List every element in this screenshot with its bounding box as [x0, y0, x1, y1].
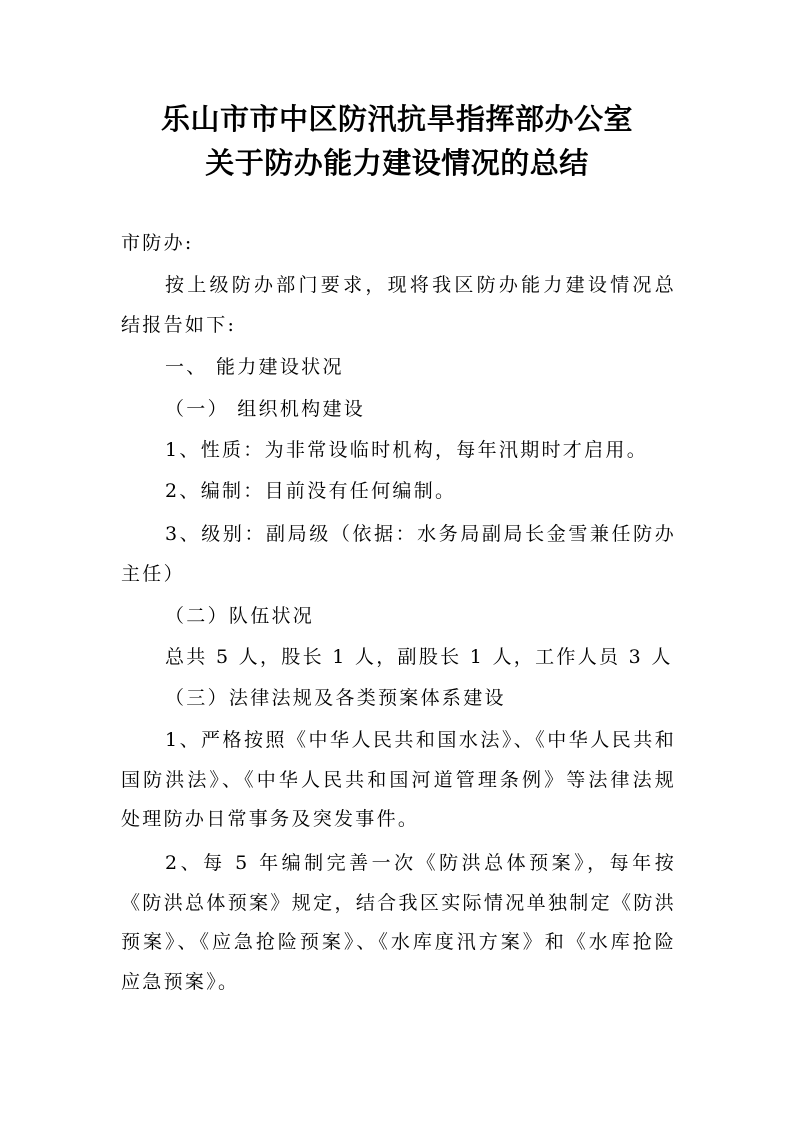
team-staffing-text: 总共 5 人，股长 1 人，副股长 1 人，工作人员 3 人 [165, 646, 673, 668]
document-title-line-1: 乐山市市中区防汛抗旱指挥部办公室 [160, 102, 633, 136]
laws-item-2-paragraph: 2、每 5 年编制完善一次《防洪总体预案》，每年按《防洪总体预案》规定，结合我区实际情况单独制定《防洪预案》、《应急抢险预案》、《水库度汛方案》和《水库抢险应急预案》。 [121, 852, 676, 993]
subsection-heading-laws-plans: （三）法律法规及各类预案体系建设 [165, 687, 506, 709]
org-item-staffing-quota: 2、编制：目前没有任何编制。 [165, 480, 457, 502]
org-item-rank: 3、级别：副局级（依据：水务局副局长金雪兼任防办主任） [121, 523, 676, 585]
subsection-heading-team: （二）队伍状况 [165, 605, 315, 627]
section-heading-capacity-status: 一、 能力建设状况 [165, 356, 344, 378]
laws-item-1-paragraph: 1、严格按照《中华人民共和国水法》、《中华人民共和国防洪法》、《中华人民共和国河道管理条例》等法律法规处理防办日常事务及突发事件。 [121, 729, 676, 830]
intro-paragraph: 按上级防办部门要求，现将我区防办能力建设情况总结报告如下: [121, 274, 676, 336]
document-title-line-2: 关于防办能力建设情况的总结 [205, 146, 589, 180]
subsection-heading-organization: （一） 组织机构建设 [165, 398, 366, 420]
org-item-nature: 1、性质：为非常设临时机构，每年汛期时才启用。 [165, 439, 648, 461]
salutation: 市防办: [121, 232, 194, 254]
